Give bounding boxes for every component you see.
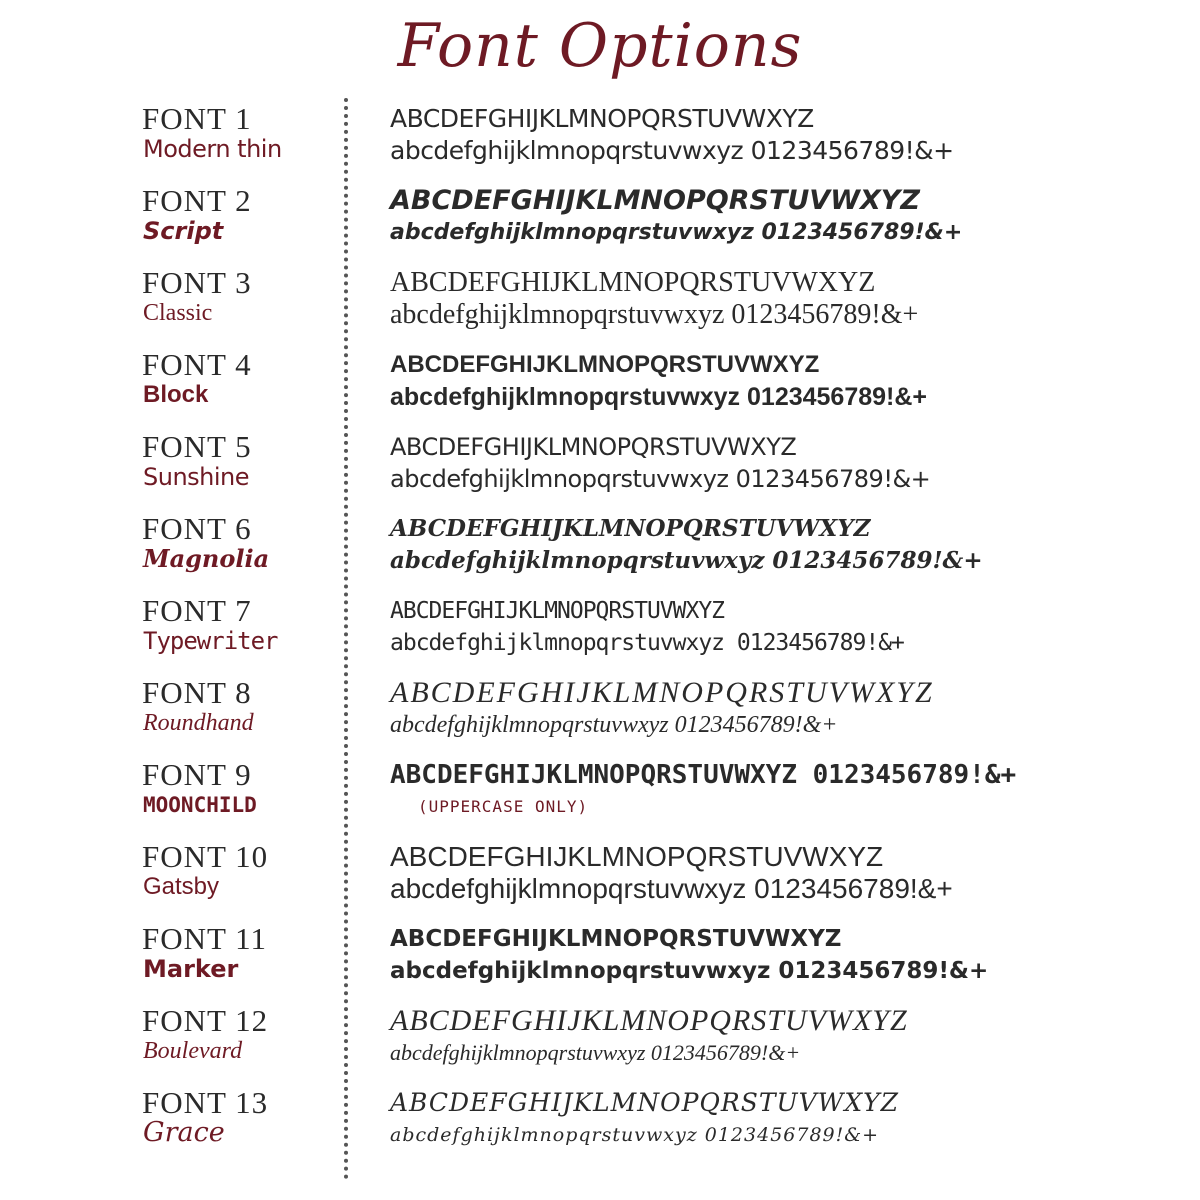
lowercase-sample: abcdefghijklmnopqrstuvwxyz 0123456789!&+ bbox=[390, 1040, 801, 1065]
font-option-row bbox=[0, 1004, 1200, 1086]
uppercase-sample: ABCDEFGHIJKLMNOPQRSTUVWXYZ bbox=[390, 185, 920, 216]
font-option-row bbox=[0, 512, 1200, 594]
font-option-row bbox=[0, 348, 1200, 430]
font-number-label: FONT 12 bbox=[142, 1003, 269, 1038]
lowercase-sample: abcdefghijklmnopqrstuvwxyz 0123456789!&+ bbox=[390, 958, 989, 984]
lowercase-sample: abcdefghijklmnopqrstuvwxyz 0123456789!&+ bbox=[390, 630, 904, 656]
font-style-name: Classic bbox=[143, 300, 213, 326]
font-option-row bbox=[0, 758, 1200, 840]
page-title: Font Options bbox=[397, 11, 803, 81]
uppercase-sample: ABCDEFGHIJKLMNOPQRSTUVWXYZ bbox=[390, 515, 871, 542]
lowercase-sample: abcdefghijklmnopqrstuvwxyz 0123456789!&+ bbox=[390, 383, 928, 411]
lowercase-sample: abcdefghijklmnopqrstuvwxyz 0123456789!&+ bbox=[390, 1124, 880, 1146]
font-number-label: FONT 4 bbox=[142, 347, 252, 382]
font-style-name: Sunshine bbox=[143, 463, 250, 491]
font-option-row bbox=[0, 676, 1200, 758]
uppercase-sample: ABCDEFGHIJKLMNOPQRSTUVWXYZ bbox=[390, 926, 842, 952]
font-style-name: Marker bbox=[143, 955, 239, 983]
lowercase-sample: abcdefghijklmnopqrstuvwxyz 0123456789!&+ bbox=[390, 220, 963, 245]
lowercase-sample: abcdefghijklmnopqrstuvwxyz 0123456789!&+ bbox=[390, 299, 919, 330]
font-style-name: Block bbox=[143, 381, 209, 408]
uppercase-sample: ABCDEFGHIJKLMNOPQRSTUVWXYZ bbox=[390, 104, 814, 133]
uppercase-sample: ABCDEFGHIJKLMNOPQRSTUVWXYZ bbox=[390, 1004, 908, 1037]
uppercase-sample: ABCDEFGHIJKLMNOPQRSTUVWXYZ bbox=[390, 841, 884, 872]
font-option-row bbox=[0, 1086, 1200, 1168]
font-option-row bbox=[0, 266, 1200, 348]
font-number-label: FONT 3 bbox=[142, 265, 252, 300]
font-option-row bbox=[0, 102, 1200, 184]
uppercase-only-note: (UPPERCASE ONLY) bbox=[418, 797, 589, 816]
font-option-row bbox=[0, 430, 1200, 512]
font-style-name: Gatsby bbox=[143, 873, 220, 900]
uppercase-sample: ABCDEFGHIJKLMNOPQRSTUVWXYZ bbox=[390, 267, 876, 298]
font-style-name: Boulevard bbox=[143, 1038, 243, 1064]
uppercase-sample: ABCDEFGHIJKLMNOPQRSTUVWXYZ bbox=[390, 351, 820, 378]
font-style-name: MOONCHILD bbox=[143, 793, 257, 817]
lowercase-sample: abcdefghijklmnopqrstuvwxyz 0123456789!&+ bbox=[390, 873, 953, 904]
font-number-label: FONT 11 bbox=[142, 921, 267, 956]
font-number-label: FONT 8 bbox=[142, 675, 252, 710]
uppercase-sample: ABCDEFGHIJKLMNOPQRSTUVWXYZ bbox=[390, 433, 797, 461]
font-number-label: FONT 2 bbox=[142, 183, 252, 218]
uppercase-sample: ABCDEFGHIJKLMNOPQRSTUVWXYZ bbox=[390, 598, 725, 624]
font-option-row bbox=[0, 922, 1200, 1004]
font-style-name: Magnolia bbox=[143, 544, 270, 573]
font-option-row bbox=[0, 594, 1200, 676]
lowercase-sample: abcdefghijklmnopqrstuvwxyz 0123456789!&+ bbox=[390, 547, 983, 574]
font-number-label: FONT 7 bbox=[142, 593, 252, 628]
font-style-name: Script bbox=[143, 217, 224, 245]
font-number-label: FONT 10 bbox=[142, 839, 269, 874]
uppercase-sample: ABCDEFGHIJKLMNOPQRSTUVWXYZ 0123456789!&+ bbox=[390, 760, 1017, 790]
font-option-row bbox=[0, 184, 1200, 266]
font-number-label: FONT 6 bbox=[142, 511, 252, 546]
font-number-label: FONT 13 bbox=[142, 1085, 269, 1120]
font-number-label: FONT 9 bbox=[142, 757, 252, 792]
font-style-name: Typewriter bbox=[143, 627, 278, 655]
font-number-label: FONT 1 bbox=[142, 101, 252, 136]
font-number-label: FONT 5 bbox=[142, 429, 252, 464]
uppercase-sample: ABCDEFGHIJKLMNOPQRSTUVWXYZ bbox=[390, 676, 934, 709]
font-style-name: Grace bbox=[143, 1117, 225, 1148]
lowercase-sample: abcdefghijklmnopqrstuvwxyz 0123456789!&+ bbox=[390, 136, 954, 165]
uppercase-sample: ABCDEFGHIJKLMNOPQRSTUVWXYZ bbox=[390, 1088, 900, 1117]
lowercase-sample: abcdefghijklmnopqrstuvwxyz 0123456789!&+ bbox=[390, 465, 931, 493]
font-style-name: Roundhand bbox=[143, 710, 254, 736]
font-option-row bbox=[0, 840, 1200, 922]
font-style-name: Modern thin bbox=[143, 135, 282, 163]
lowercase-sample: abcdefghijklmnopqrstuvwxyz 0123456789!&+ bbox=[390, 712, 838, 738]
